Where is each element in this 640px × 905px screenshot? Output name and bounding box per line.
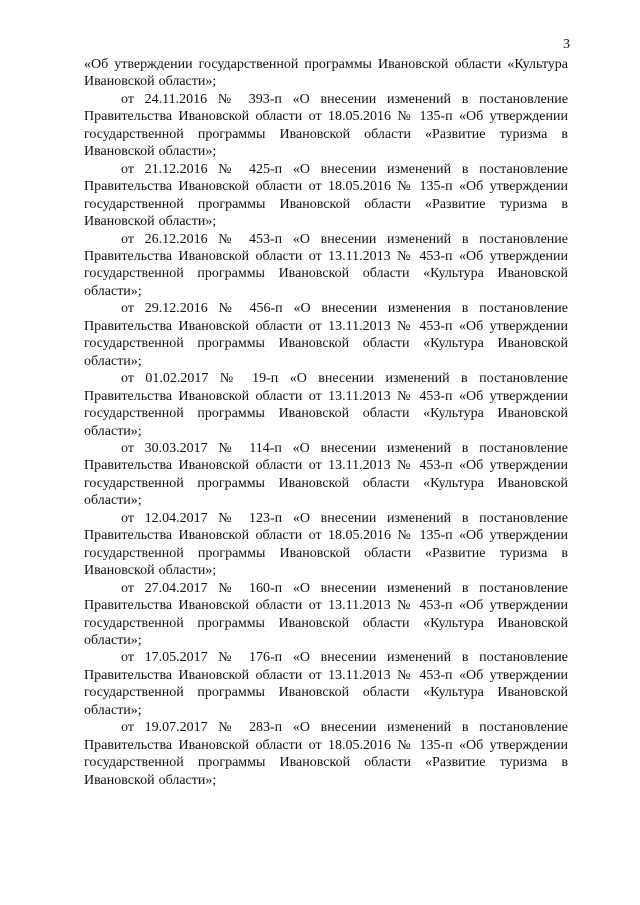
paragraph-decree-160: от 27.04.2017 № 160-п «О внесении изменений в постановление Правительства Ивановской области от 13.11.2013 № 453-п «Об утверждении государственной программы Ивановской области «Культура Ивановской области»; (84, 580, 568, 648)
paragraph-decree-453: от 26.12.2016 № 453-п «О внесении изменений в постановление Правительства Ивановской области от 13.11.2013 № 453-п «Об утверждении государственной программы Ивановской области «Культура Ивановской области»; (84, 231, 568, 299)
paragraph-continuation: «Об утверждении государственной программы Ивановской области «Культура Ивановской области»; (84, 57, 568, 90)
paragraph-decree-176: от 17.05.2017 № 176-п «О внесении изменений в постановление Правительства Ивановской области от 13.11.2013 № 453-п «Об утверждении государственной программы Ивановской области «Культура Ивановской области»; (84, 650, 568, 718)
paragraph-decree-393: от 24.11.2016 № 393-п «О внесении изменений в постановление Правительства Ивановской области от 18.05.2016 № 135-п «Об утверждении государственной программы Ивановской области «Развитие туризма в Ивановской области»; (84, 91, 568, 160)
paragraph-decree-425: от 21.12.2016 № 425-п «О внесении изменений в постановление Правительства Ивановской области от 18.05.2016 № 135-п «Об утверждении государственной программы Ивановской области «Развитие туризма в Ивановской области»; (84, 161, 568, 230)
paragraph-decree-19: от 01.02.2017 № 19-п «О внесении изменений в постановление Правительства Ивановской области от 13.11.2013 № 453-п «Об утверждении государственной программы Ивановской области «Культура Ивановской области»; (84, 371, 568, 439)
paragraph-decree-114: от 30.03.2017 № 114-п «О внесении изменений в постановление Правительства Ивановской области от 13.11.2013 № 453-п «Об утверждении государственной программы Ивановской области «Культура Ивановской области»; (84, 440, 568, 509)
page-number: 3 (563, 37, 570, 52)
paragraph-decree-456: от 29.12.2016 № 456-п «О внесении изменения в постановление Правительства Ивановской области от 13.11.2013 № 453-п «Об утверждении государственной программы Ивановской области «Культура Ивановской области»; (84, 301, 568, 369)
document-body (84, 56, 568, 789)
paragraph-decree-283: от 19.07.2017 № 283-п «О внесении изменений в постановление Правительства Ивановской области от 18.05.2016 № 135-п «Об утверждении государственной программы Ивановской области «Развитие туризма в Ивановской области»; (84, 720, 568, 788)
paragraph-decree-123: от 12.04.2017 № 123-п «О внесении изменений в постановление Правительства Ивановской области от 18.05.2016 № 135-п «Об утверждении государственной программы Ивановской области «Развитие туризма в Ивановской области»; (84, 510, 568, 579)
